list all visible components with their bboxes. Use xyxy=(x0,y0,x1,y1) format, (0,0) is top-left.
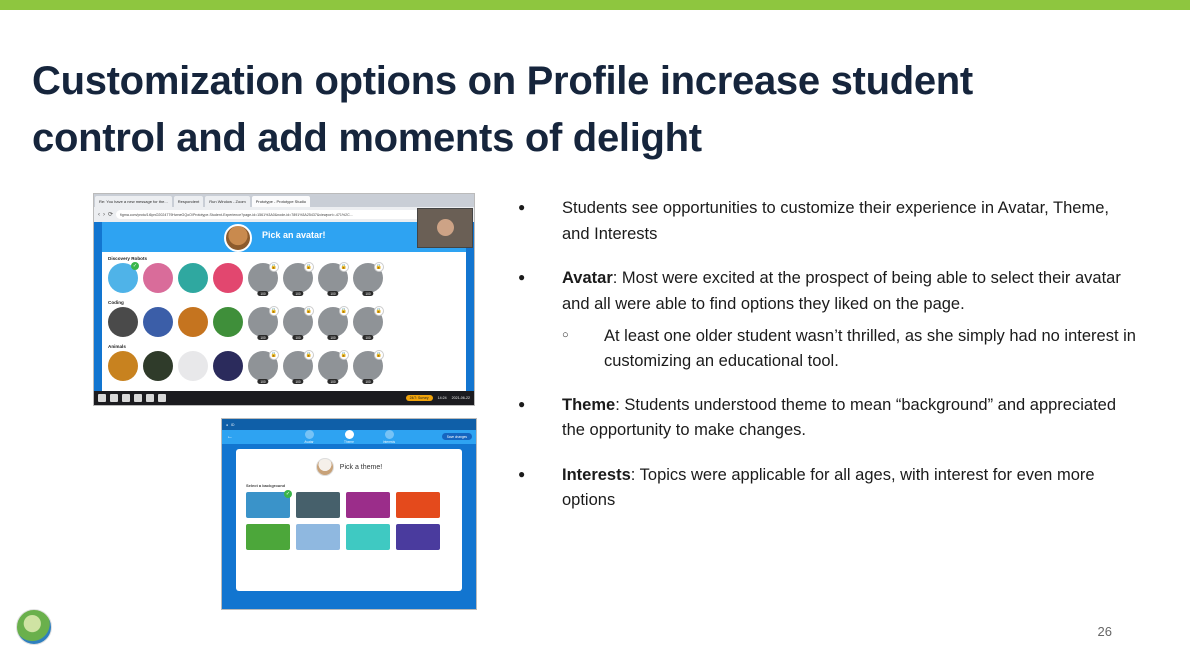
avatar-price: 100 xyxy=(327,291,338,296)
taskbar-status xyxy=(406,395,470,401)
nav-item-theme[interactable] xyxy=(336,430,362,444)
taskbar-date: 2021-06-22 xyxy=(451,396,470,400)
avatar-price: 100 xyxy=(327,379,338,384)
survey-badge[interactable]: 24/7: Survey xyxy=(406,395,433,401)
bullet-lead: Avatar xyxy=(562,269,613,288)
bullet-body: : Topics were applicable for all ages, with interest for even more options xyxy=(562,465,1095,510)
page-number: 26 xyxy=(1097,624,1112,639)
avatar-option[interactable] xyxy=(143,351,173,381)
background-swatch[interactable] xyxy=(296,492,340,518)
avatar-option[interactable] xyxy=(178,307,208,337)
lock-icon: 🔒 xyxy=(305,352,313,358)
nav-item-avatar[interactable] xyxy=(296,430,322,444)
page-title: Customization options on Profile increase student control and add moments of delight xyxy=(32,58,973,160)
avatar-option[interactable] xyxy=(178,351,208,381)
browser-tab[interactable]: Respondent xyxy=(174,196,204,208)
avatar-price: 100 xyxy=(327,335,338,340)
start-icon[interactable] xyxy=(98,394,106,402)
background-swatch[interactable] xyxy=(396,524,440,550)
theme-card-header xyxy=(236,449,462,476)
bullet-marker: ● xyxy=(518,396,526,411)
avatar-option-locked[interactable] xyxy=(248,351,278,384)
avatar-option[interactable] xyxy=(108,351,138,381)
interests-nav-icon xyxy=(385,430,394,439)
bullet-lead: Interests xyxy=(562,465,631,484)
select-background-label: Select a background xyxy=(246,483,286,488)
bullet-marker: ● xyxy=(518,270,526,285)
top-accent-bar xyxy=(0,0,1190,10)
avatar-price: 100 xyxy=(292,335,303,340)
browser-tab-strip[interactable] xyxy=(94,194,474,207)
avatar-price: 100 xyxy=(362,291,373,296)
avatar-option[interactable] xyxy=(108,307,138,337)
sub-bullet-text: At least one older student wasn’t thrilled, as she simply had no interest in customizing an educational tool. xyxy=(604,327,1136,370)
bullet-lead: Theme xyxy=(562,395,616,414)
bullet-marker: ● xyxy=(518,466,526,481)
reload-icon[interactable]: ⟳ xyxy=(108,211,114,218)
background-swatch[interactable] xyxy=(346,524,390,550)
avatar-option-locked[interactable] xyxy=(353,351,383,384)
bullet-item xyxy=(518,266,1138,374)
theme-window-topbar xyxy=(222,419,476,430)
bullet-body: : Students understood theme to mean “background” and appreciated the opportunity to make changes. xyxy=(562,395,1117,440)
avatar-option[interactable] xyxy=(213,307,243,337)
theme-app-nav[interactable] xyxy=(222,430,476,444)
lock-icon: 🔒 xyxy=(270,352,278,358)
category-label: Animals xyxy=(108,344,126,349)
lock-icon: 🔒 xyxy=(305,264,313,270)
avatar-option-locked[interactable] xyxy=(283,263,313,296)
taskbar-time: 14:24 xyxy=(437,396,447,400)
browser-tab[interactable]: Run Window - Zoom xyxy=(205,196,249,208)
avatar-category-animals xyxy=(102,340,466,384)
pick-avatar-heading: Pick an avatar! xyxy=(262,230,326,240)
bullet-marker: ● xyxy=(518,200,526,214)
back-arrow-icon[interactable]: ← xyxy=(227,434,233,440)
avatar-option-locked[interactable] xyxy=(353,263,383,296)
background-swatch[interactable] xyxy=(346,492,390,518)
avatar-price: 100 xyxy=(292,379,303,384)
avatar-price: 100 xyxy=(257,291,268,296)
avatar-option-locked[interactable] xyxy=(318,263,348,296)
avatar-option[interactable] xyxy=(143,263,173,293)
bullet-text xyxy=(562,266,1138,374)
browser-tab-active[interactable]: Prototype - Prototype Studio xyxy=(252,196,310,208)
lock-icon: 🔒 xyxy=(270,308,278,314)
avatar-category-coding xyxy=(102,296,466,340)
background-swatch[interactable] xyxy=(246,524,290,550)
avatar-price: 100 xyxy=(362,379,373,384)
nav-item-interests[interactable] xyxy=(376,430,402,444)
avatar-price: 100 xyxy=(257,379,268,384)
back-icon[interactable]: ‹ xyxy=(98,211,100,218)
avatar-price: 100 xyxy=(292,291,303,296)
bullet-body: : Most were excited at the prospect of being able to select their avatar and all were able to find options they liked on the page. xyxy=(562,269,1121,313)
taskview-icon[interactable] xyxy=(122,394,130,402)
background-swatch[interactable] xyxy=(246,492,290,518)
lock-icon: 🔒 xyxy=(340,308,348,314)
bullet-item xyxy=(518,463,1138,514)
avatar-price: 100 xyxy=(362,335,373,340)
category-label: Discovery Robots xyxy=(108,256,148,261)
address-input[interactable]: figma.com/proto/1i6pnO2024779HwneGQoO/Prototype-Student-Experience?page-id=1561%3A0&node-id=7891%3A25437&viewport=-471%2C... xyxy=(116,210,470,219)
nav-label: Theme xyxy=(344,439,354,444)
bullet-text xyxy=(562,393,1138,444)
webcam-video-thumbnail xyxy=(417,208,473,248)
avatar-option[interactable] xyxy=(213,351,243,381)
lock-icon: 🔒 xyxy=(270,264,278,270)
pick-theme-heading: Pick a theme! xyxy=(339,463,383,471)
bullet-item xyxy=(518,196,1138,247)
forward-icon[interactable]: › xyxy=(103,211,105,218)
avatar-app-body xyxy=(102,222,466,391)
avatar-option[interactable] xyxy=(143,307,173,337)
dog-avatar-icon xyxy=(316,458,334,476)
avatar-nav-icon xyxy=(305,430,314,439)
browser-icon[interactable] xyxy=(134,394,142,402)
window-label: ID xyxy=(231,422,235,427)
avatar-option[interactable] xyxy=(178,263,208,293)
nav-label: Avatar xyxy=(304,439,314,444)
search-icon[interactable] xyxy=(110,394,118,402)
browser-tab[interactable]: Re: You have a new message for the... xyxy=(95,196,172,208)
theme-card xyxy=(236,449,462,591)
save-changes-button[interactable]: Save changes xyxy=(442,433,472,440)
background-swatch[interactable] xyxy=(396,492,440,518)
bullet-body: Students see opportunities to customize their experience in Avatar, Theme, and Interests xyxy=(562,199,1109,243)
lock-icon: 🔒 xyxy=(375,308,383,314)
bullet-item xyxy=(518,393,1138,444)
sub-bullet-marker: ○ xyxy=(562,329,569,342)
background-swatch[interactable] xyxy=(296,524,340,550)
check-icon: ✓ xyxy=(285,491,291,497)
sub-bullet-item xyxy=(562,324,1138,374)
check-icon: ✓ xyxy=(132,263,138,269)
avatar-option-locked[interactable] xyxy=(318,351,348,384)
os-taskbar[interactable] xyxy=(94,391,474,405)
lock-icon: 🔒 xyxy=(340,264,348,270)
folder-icon[interactable] xyxy=(146,394,154,402)
lock-icon: 🔒 xyxy=(375,352,383,358)
bullet-text xyxy=(562,463,1138,514)
avatar-option-locked[interactable] xyxy=(248,263,278,296)
avatar-option-locked[interactable] xyxy=(283,307,313,340)
avatar-option-locked[interactable] xyxy=(283,351,313,384)
category-label: Coding xyxy=(108,300,124,305)
background-swatch-grid[interactable] xyxy=(236,492,462,550)
avatar-row[interactable] xyxy=(108,351,460,384)
app-icon[interactable] xyxy=(158,394,166,402)
mascot-avatar xyxy=(224,224,252,252)
theme-screenshot xyxy=(221,418,477,610)
avatar-option-locked[interactable] xyxy=(318,307,348,340)
avatar-row[interactable] xyxy=(108,307,460,340)
avatar-price: 100 xyxy=(257,335,268,340)
lock-icon: 🔒 xyxy=(305,308,313,314)
avatar-row[interactable] xyxy=(108,263,460,296)
avatar-option[interactable] xyxy=(213,263,243,293)
avatar-option[interactable] xyxy=(108,263,138,293)
avatar-option-locked[interactable] xyxy=(248,307,278,340)
theme-nav-icon xyxy=(345,430,354,439)
avatar-app-banner xyxy=(102,222,466,252)
lock-icon: 🔒 xyxy=(340,352,348,358)
organization-logo xyxy=(16,609,52,645)
avatar-category-discovery-robots xyxy=(102,252,466,296)
avatar-option-locked[interactable] xyxy=(353,307,383,340)
lock-icon: 🔒 xyxy=(375,264,383,270)
nav-label: Interests xyxy=(382,439,396,444)
bullet-text xyxy=(562,196,1138,247)
bullet-list xyxy=(518,196,1138,533)
avatar-screenshot xyxy=(93,193,475,406)
window-dot-icon: ● xyxy=(226,422,229,427)
